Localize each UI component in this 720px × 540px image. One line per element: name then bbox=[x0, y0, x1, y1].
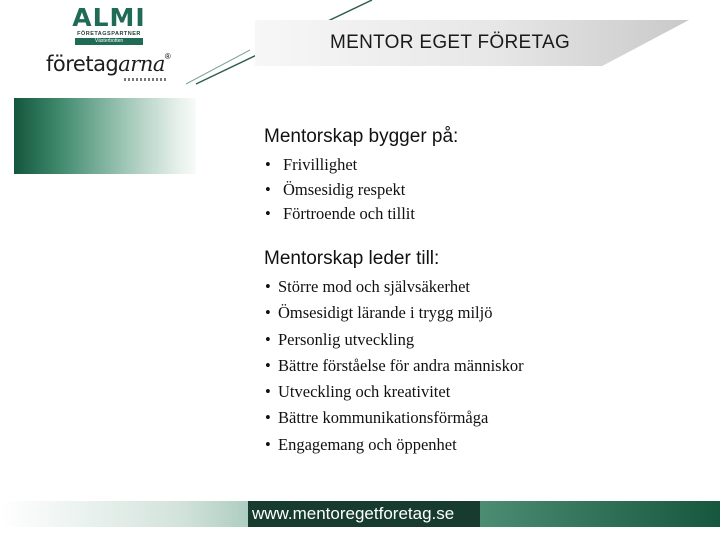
list-item: • Utveckling och kreativitet bbox=[264, 379, 524, 405]
registered-mark: ® bbox=[164, 52, 171, 61]
footer-website-link[interactable]: www.mentoregetforetag.se bbox=[252, 504, 455, 523]
side-gradient-panel bbox=[14, 98, 196, 174]
leads-to-list bbox=[264, 274, 524, 458]
list-item: • Engagemang och öppenhet bbox=[264, 432, 524, 458]
list-item: • Förtroende och tillit bbox=[264, 202, 415, 227]
almi-logo bbox=[66, 3, 152, 46]
section-heading-leads-to: Mentorskap leder till: bbox=[264, 248, 440, 269]
builds-on-list bbox=[264, 153, 415, 227]
foretagarna-logo bbox=[46, 52, 186, 86]
list-item: • Ömsesidig respekt bbox=[264, 178, 415, 203]
almi-logo-subtitle: FÖRETAGSPARTNER bbox=[77, 31, 141, 37]
page-title: MENTOR EGET FÖRETAG bbox=[330, 32, 571, 53]
list-item: • Ömsesidigt lärande i trygg miljö bbox=[264, 300, 524, 326]
list-item: • Större mod och självsäkerhet bbox=[264, 274, 524, 300]
list-item: • Personlig utveckling bbox=[264, 327, 524, 353]
foretagarna-logo-tagline bbox=[124, 78, 168, 81]
list-item: • Frivillighet bbox=[264, 153, 415, 178]
section-heading-builds-on: Mentorskap bygger på: bbox=[264, 126, 459, 147]
almi-logo-word: ALMI bbox=[72, 3, 146, 32]
foretagarna-logo-word-end: arna bbox=[118, 52, 165, 76]
almi-logo-region: Västerbotten bbox=[75, 38, 143, 45]
list-item: • Bättre förståelse för andra människor bbox=[264, 353, 524, 379]
list-item: • Bättre kommunikationsförmåga bbox=[264, 405, 524, 431]
foretagarna-logo-word-start: företag bbox=[46, 52, 119, 76]
